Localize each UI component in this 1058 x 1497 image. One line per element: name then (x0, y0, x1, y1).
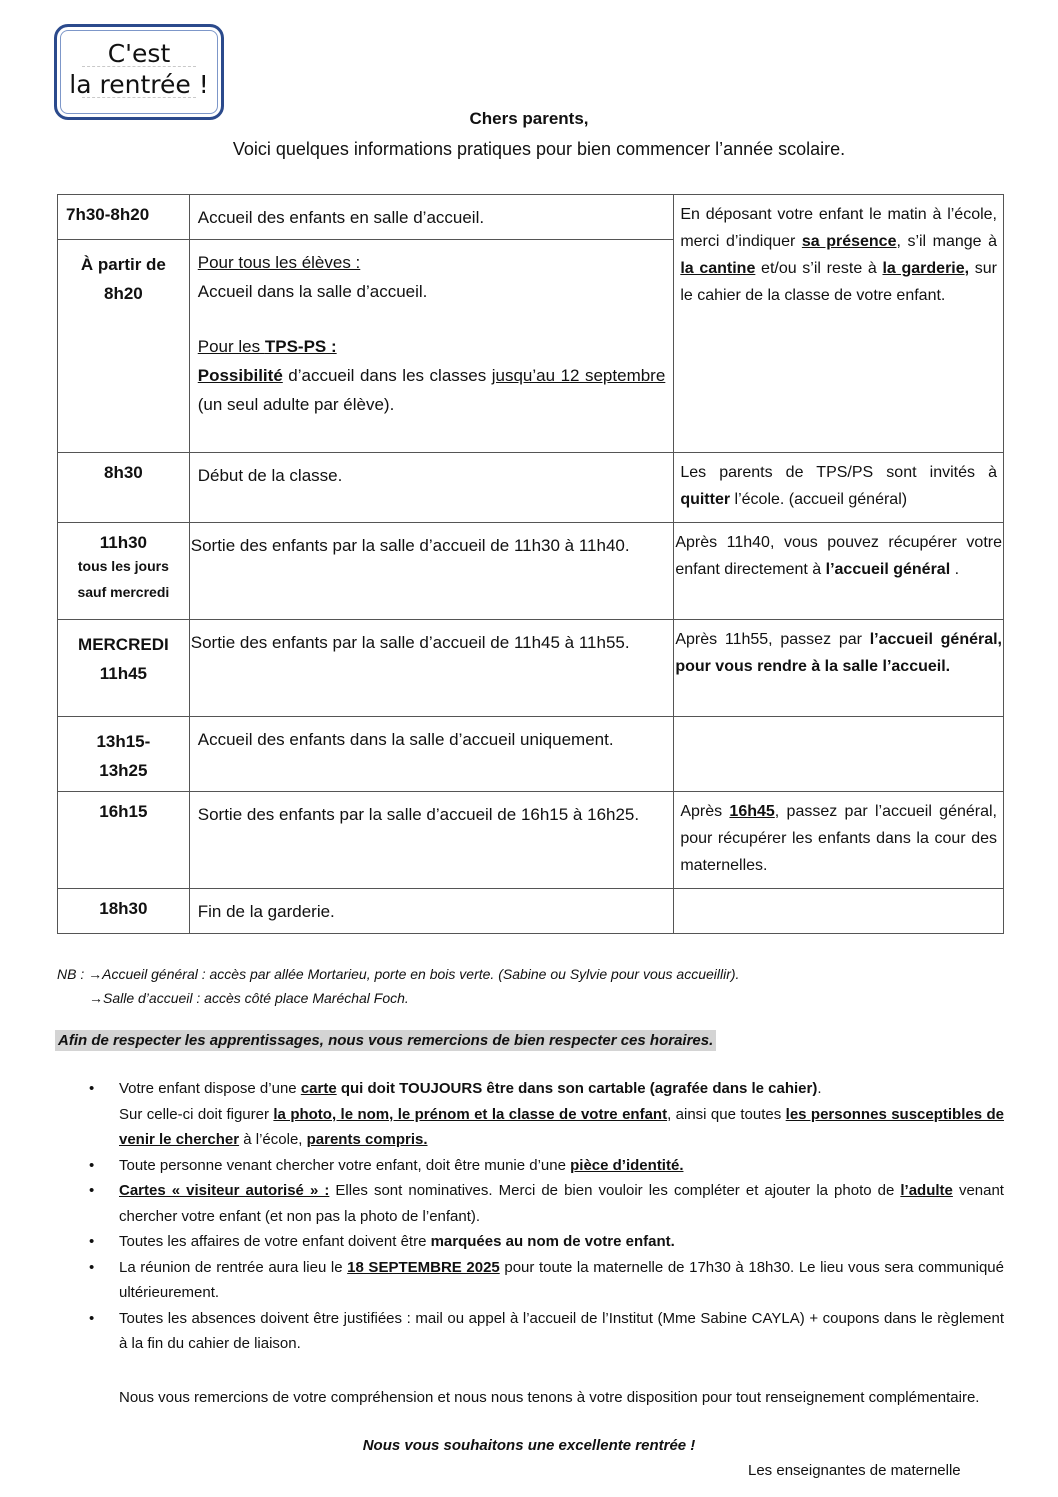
note-emphasis: l’accueil général, pour vous rendre à la salle l’accueil. (675, 631, 1003, 675)
rule-segment: . (817, 1080, 822, 1097)
desc-text (190, 240, 674, 425)
rule-emphasis: les personnes susceptibles de venir le chercher (119, 1105, 1004, 1148)
note-emphasis: quitter (680, 491, 731, 508)
rule-segment: venant chercher votre enfant (et non pas la photo de l’enfant). (119, 1182, 1004, 1225)
time-cell (58, 717, 190, 792)
closing-text: Nous vous remercions de votre compréhension et nous nous tenons à votre disposition pour tout renseignement complémentaire. (119, 1389, 980, 1406)
note-cell (674, 889, 1004, 934)
table-row (58, 453, 1004, 523)
time-cell (58, 792, 190, 889)
time-cell (58, 620, 190, 717)
table-row (58, 889, 1004, 934)
note-emphasis: sa présence (801, 233, 897, 250)
time-label: À partir de 8h20 (80, 255, 166, 303)
desc-text: Sortie des enfants par la salle d’accueil de 11h30 à 11h40. (190, 536, 630, 555)
rule-segment: pour toute la maternelle de 17h30 à 18h30. Le lieu vous sera communiqué ultérieurement. (119, 1258, 1004, 1301)
desc-segment: Pour les (197, 337, 265, 356)
note-cell (674, 453, 1004, 523)
desc-underline: jusqu’au 12 septembre (491, 366, 666, 385)
desc-segment: d’accueil dans les classes (282, 366, 492, 385)
note-emphasis: 16h45 (729, 803, 775, 820)
table-row (58, 620, 1004, 717)
list-item (57, 1255, 1004, 1306)
note-segment: Après 11h40, vous pouvez récupérer votre enfant directement à (675, 534, 1002, 578)
time-label: 18h30 (99, 899, 148, 918)
table-row (58, 523, 1004, 620)
note-text (674, 620, 1003, 686)
time-label: 8h30 (104, 463, 143, 482)
closing-paragraph (57, 1385, 1004, 1410)
time-cell (58, 453, 190, 523)
table-row (58, 195, 1004, 240)
desc-cell (189, 453, 674, 523)
rule-emphasis: 18 SEPTEMBRE 2025 (347, 1258, 500, 1276)
desc-line: Accueil dans la salle d’accueil. (197, 282, 428, 301)
note-emphasis: la garderie, (882, 260, 970, 277)
time-label: 16h15 (99, 802, 148, 821)
time-sublabel: tous les jours sauf mercredi (77, 558, 170, 600)
nb-note (57, 962, 739, 1010)
logo-line-2: la rentrée ! (69, 70, 209, 99)
note-segment: l’école. (accueil général) (730, 491, 908, 508)
note-emphasis: l’accueil général (825, 561, 951, 578)
note-segment: , passez par l’accueil général, pour récupérer les enfants dans la cour des maternelles. (680, 803, 998, 874)
note-text (674, 453, 1003, 519)
time-cell (58, 523, 190, 620)
note-segment: sur le cahier de la classe de votre enfant. (680, 260, 997, 304)
rule-emphasis: marquées au nom de votre enfant. (430, 1233, 675, 1250)
desc-text: Sortie des enfants par la salle d’accueil de 16h15 à 16h25. (197, 805, 640, 824)
logo-text (54, 38, 224, 100)
list-item (57, 1306, 1004, 1357)
rule-emphasis: qui doit TOUJOURS être dans son cartable (agrafée dans le cahier) (336, 1080, 818, 1097)
desc-cell (189, 523, 674, 620)
rule-emphasis: l’adulte (900, 1182, 953, 1199)
time-label: 11h30 (99, 533, 147, 552)
list-item (57, 1076, 1004, 1153)
cest-la-rentree-logo (54, 24, 224, 120)
desc-heading-2 (198, 332, 666, 361)
time-label: 13h15- 13h25 (96, 732, 151, 780)
desc-text: Accueil des enfants dans la salle d’accueil uniquement. (197, 730, 614, 749)
rule-segment: Toutes les affaires de votre enfant doivent être (119, 1233, 431, 1250)
rule-segment: à l’école, (239, 1131, 307, 1148)
list-item (57, 1178, 1004, 1229)
list-item (57, 1229, 1004, 1255)
desc-heading: Pour tous les élèves : (197, 253, 361, 272)
desc-cell (189, 889, 674, 934)
time-cell (58, 195, 190, 240)
desc-text: Sortie des enfants par la salle d’accueil de 11h45 à 11h55. (190, 633, 630, 652)
desc-emphasis: TPS-PS : (264, 337, 337, 356)
closing-wish: Nous vous souhaitons une excellente rentrée ! (362, 1437, 696, 1454)
rule-emphasis: pièce d’identité. (570, 1156, 684, 1174)
logo-line-1: C'est (107, 39, 171, 68)
time-cell (58, 240, 190, 453)
desc-text: Fin de la garderie. (197, 902, 335, 921)
rule-segment: Votre enfant dispose d’une (119, 1080, 301, 1097)
note-cell (674, 620, 1004, 717)
note-segment: Les parents de TPS/PS sont invités à (680, 464, 997, 481)
rule-segment: Elles sont nominatives. Merci de bien vouloir les compléter et ajouter la photo de (329, 1182, 901, 1199)
rule-segment: Toutes les absences doivent être justifiées : mail ou appel à l’accueil de l’Institut (Mme Sabine CAYLA) + coupons dans le règlement à la fin du cahier de liaison. (119, 1309, 1004, 1352)
desc-cell (189, 792, 674, 889)
respect-schedule-banner: Afin de respecter les apprentissages, nous vous remercions de bien respecter ces horaires. (55, 1030, 716, 1051)
desc-cell (189, 717, 674, 792)
note-segment: Après (680, 803, 730, 820)
desc-text: Début de la classe. (197, 466, 343, 485)
rule-segment: , ainsi que toutes (667, 1105, 786, 1123)
page-subtitle: Voici quelques informations pratiques pour bien commencer l’année scolaire. (232, 139, 846, 159)
desc-text: Accueil des enfants en salle d’accueil. (197, 208, 485, 227)
desc-cell (189, 620, 674, 717)
note-cell (674, 195, 1004, 453)
table-row (58, 717, 1004, 792)
note-segment: et/ou s’il reste à (755, 260, 883, 277)
note-emphasis: la cantine (680, 260, 756, 277)
note-segment: En déposant votre enfant le matin à l’école, merci d’indiquer (680, 206, 997, 250)
nb-line-2: →Salle d’accueil : accès côté place Maréchal Foch. (89, 990, 409, 1006)
note-segment: , s’il mange à (896, 233, 997, 250)
note-cell (674, 523, 1004, 620)
time-label: MERCREDI 11h45 (78, 635, 169, 683)
time-label: 7h30-8h20 (66, 205, 150, 224)
rules-list (57, 1076, 1004, 1357)
note-text (674, 523, 1003, 589)
table-row (58, 792, 1004, 889)
rule-emphasis: la photo, le nom, le prénom et la classe de votre enfant (273, 1105, 668, 1123)
rule-segment: Toute personne venant chercher votre enfant, doit être munie d’une (119, 1156, 571, 1174)
note-text (674, 195, 1003, 315)
desc-cell (189, 195, 674, 240)
nb-line-1: NB : →Accueil général : accès par allée Mortarieu, porte en bois verte. (Sabine ou Sylvie pour vous accueillir). (57, 966, 740, 982)
rule-emphasis: carte (300, 1080, 337, 1097)
desc-emphasis: Possibilité (197, 366, 283, 385)
desc-paragraph (198, 361, 666, 419)
note-cell (674, 717, 1004, 792)
rule-emphasis: Cartes « visiteur autorisé » : (119, 1182, 330, 1199)
rule-segment: La réunion de rentrée aura lieu le (119, 1258, 348, 1276)
list-item (57, 1153, 1004, 1179)
rule-emphasis: parents compris. (306, 1131, 428, 1148)
rule-segment: Sur celle-ci doit figurer (119, 1105, 274, 1123)
note-segment: . (950, 561, 960, 578)
note-text (674, 792, 1003, 885)
note-segment: Après 11h55, passez par (675, 631, 870, 648)
schedule-table (57, 194, 1004, 934)
note-cell (674, 792, 1004, 889)
desc-cell (189, 240, 674, 453)
page-title: Chers parents, (469, 109, 589, 128)
time-cell (58, 889, 190, 934)
signature: Les enseignantes de maternelle (748, 1462, 961, 1479)
desc-segment: (un seul adulte par élève). (197, 395, 395, 414)
